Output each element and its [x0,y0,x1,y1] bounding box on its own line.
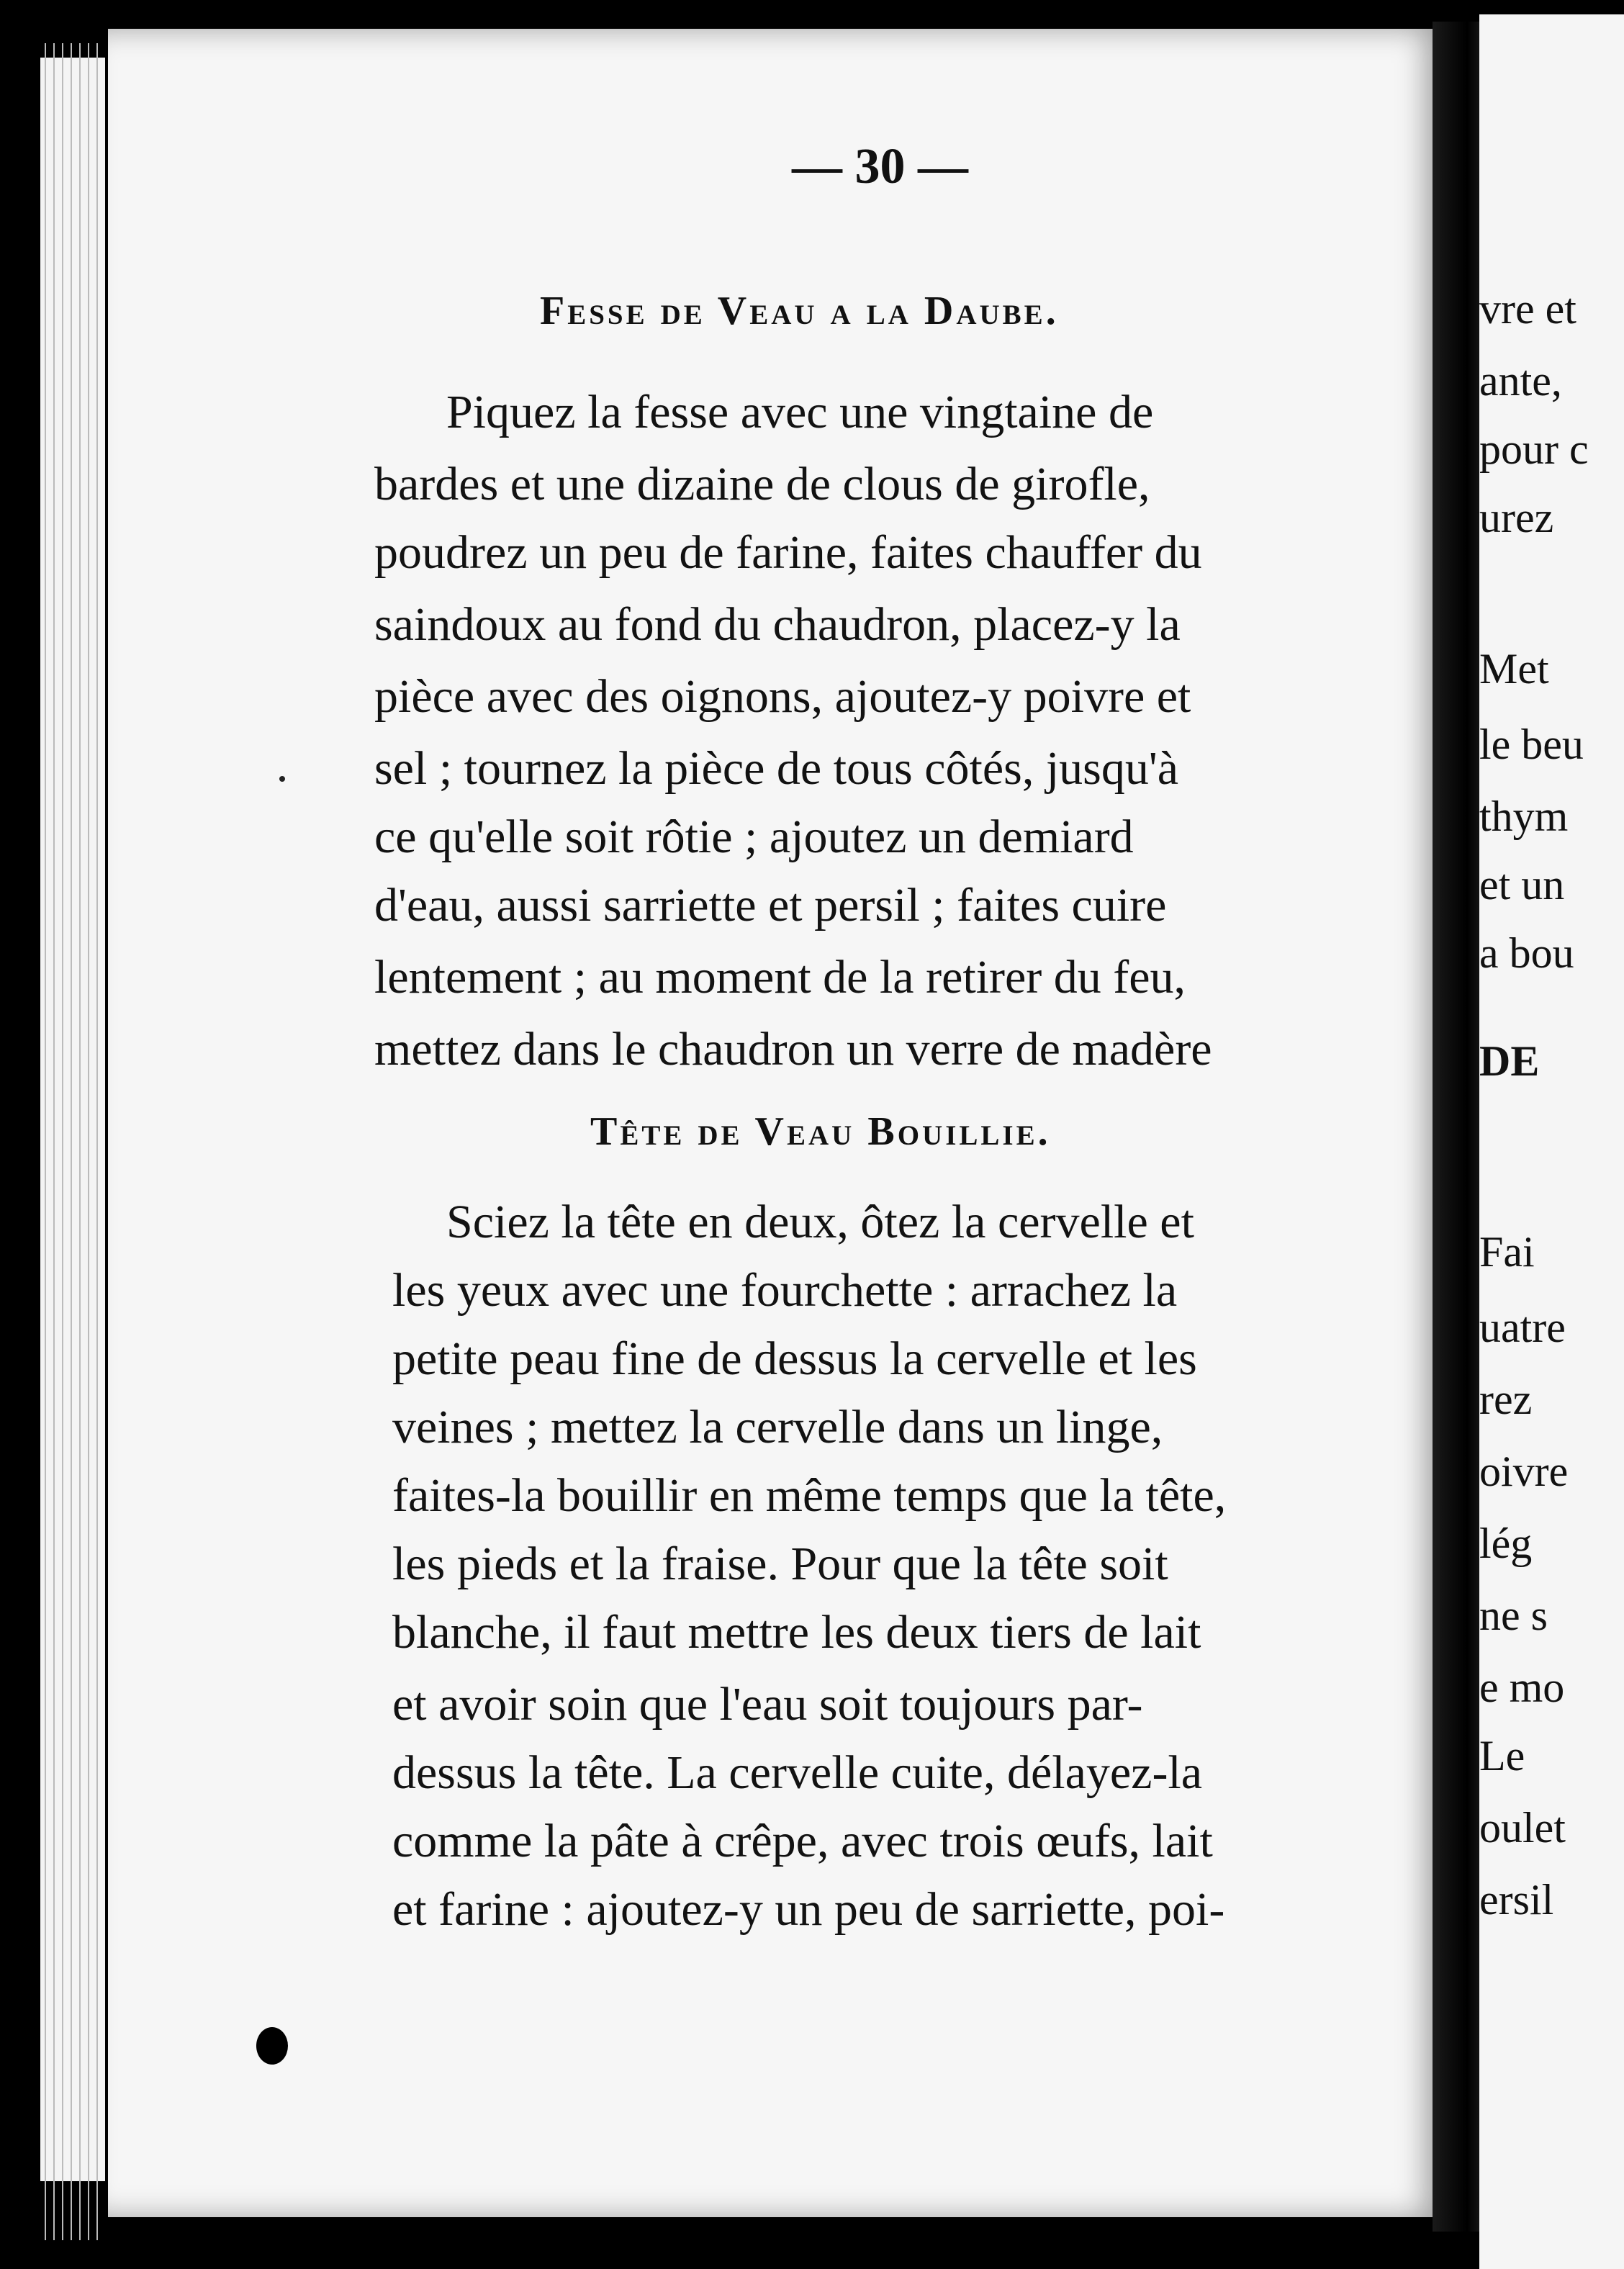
ink-speck [279,776,285,782]
adjacent-fragment: Met [1479,645,1549,693]
text-line: et avoir soin que l'eau soit toujours par- [392,1678,1143,1731]
page-edge [62,43,63,2240]
adjacent-fragment: ersil [1479,1876,1554,1923]
text-line: poudrez un peu de farine, faites chauffer du [374,526,1202,579]
page-edge [96,43,98,2240]
section-title: Tête de Veau Bouillie. [590,1109,1051,1154]
text-line: blanche, il faut mettre les deux tiers de lait [392,1606,1201,1659]
adjacent-page [1479,14,1624,2269]
adjacent-fragment: ne s [1479,1592,1548,1639]
adjacent-fragment: Fai [1479,1228,1535,1276]
page-stack-edges [40,58,105,2181]
text-line: mettez dans le chaudron un verre de madère [374,1023,1212,1075]
adjacent-fragment: DE [1479,1037,1540,1085]
adjacent-fragment: e mo [1479,1664,1565,1711]
section-title: Fesse de Veau a la Daube. [540,289,1059,333]
adjacent-fragment: rez [1479,1376,1533,1423]
adjacent-fragment: le beu [1479,721,1584,768]
text-line: petite peau fine de dessus la cervelle et les [392,1332,1197,1385]
text-line: d'eau, aussi sarriette et persil ; faites cuire [374,879,1167,931]
adjacent-fragment: thym [1479,793,1569,840]
text-line: lentement ; au moment de la retirer du feu, [374,951,1186,1003]
adjacent-fragment: lég [1479,1520,1533,1567]
page-edge [88,43,89,2240]
adjacent-fragment: uatre [1479,1304,1566,1351]
adjacent-fragment: vre et [1479,285,1576,333]
text-line: saindoux au fond du chaudron, placez-y la [374,598,1181,651]
adjacent-fragment: Le [1479,1732,1525,1779]
page-edge [45,43,46,2240]
page-edge [71,43,72,2240]
text-line: les yeux avec une fourchette : arrachez la [392,1264,1178,1317]
text-line: et farine : ajoutez-y un peu de sarriette, poi- [392,1883,1225,1936]
text-line: Piquez la fesse avec une vingtaine de [446,386,1154,438]
adjacent-fragment: a bou [1479,929,1574,977]
adjacent-fragment: pour c [1479,425,1589,473]
text-line: Sciez la tête en deux, ôtez la cervelle et [446,1196,1194,1248]
text-line: sel ; tournez la pièce de tous côtés, jusqu'à [374,742,1179,795]
adjacent-fragment: oivre [1479,1448,1569,1495]
page-edge [53,43,55,2240]
adjacent-fragment: et un [1479,861,1565,908]
text-line: dessus la tête. La cervelle cuite, délayez-la [392,1746,1203,1799]
punch-hole-mark [256,2027,288,2065]
text-line: comme la pâte à crêpe, avec trois œufs, lait [392,1815,1213,1867]
page-edge [79,43,81,2240]
text-line: bardes et une dizaine de clous de girofle, [374,458,1150,510]
adjacent-fragment: ante, [1479,357,1562,405]
text-line: faites-la bouillir en même temps que la tête, [392,1469,1227,1522]
text-line: veines ; mettez la cervelle dans un linge, [392,1401,1163,1453]
page-number: — 30 — [792,139,968,194]
text-line: les pieds et la fraise. Pour que la tête soit [392,1538,1168,1590]
text-line: ce qu'elle soit rôtie ; ajoutez un demiard [374,811,1134,863]
adjacent-fragment: oulet [1479,1804,1566,1851]
text-line: pièce avec des oignons, ajoutez-y poivre et [374,670,1191,723]
adjacent-fragment: urez [1479,494,1554,541]
